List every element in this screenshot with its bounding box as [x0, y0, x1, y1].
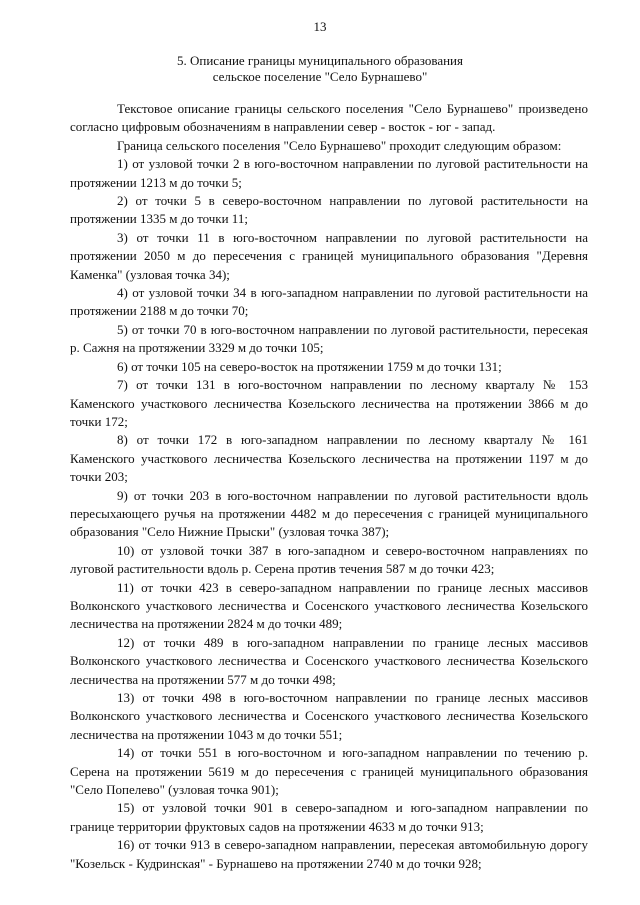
boundary-item-2: 2) от точки 5 в северо-восточном направлении по луговой растительности на протяжении 1335 м до точки 11; — [70, 193, 588, 227]
boundary-item-8: 8) от точки 172 в юго-западном направлении по лесному кварталу № 161 Каменского участкового лесничества Козельского лесничества на протяжении 1197 м до точки 203; — [70, 432, 588, 485]
boundary-item-11: 11) от точки 423 в северо-западном направлении по границе лесных массивов Волконского участкового лесничества и Сосенского участкового лесничества Козельского лесничества на протяжении 2824 м до точки 489; — [70, 579, 588, 632]
boundary-item-10: 10) от узловой точки 387 в юго-западном и северо-восточном направлениях по луговой растительности вдоль р. Серена против течения 587 м до точки 423; — [70, 542, 588, 577]
boundary-item-14: 14) от точки 551 в юго-восточном и юго-западном направлении по течению р. Серена на протяжении 5619 м до пересечения с границей муниципального образования "Село Попелево" (узловая точка 901); — [70, 745, 588, 798]
boundary-description — [70, 100, 588, 873]
intro-paragraph: Текстовое описание границы сельского поселения "Село Бурнашево" произведено согласно цифровым обозначениям в направлении север - восток - юг - запад. — [70, 101, 588, 135]
boundary-item-6: 6) от точки 105 на северо-восток на протяжении 1759 м до точки 131; — [117, 358, 502, 374]
boundary-item-3: 3) от точки 11 в юго-восточном направлении по луговой растительности на протяжении 2050 м до пересечения с границей муниципального образования "Деревня Каменка" (узловая точка 34); — [70, 229, 588, 282]
boundary-item-12: 12) от точки 489 в юго-западном направлении по границе лесных массивов Волконского участкового лесничества и Сосенского участкового лесничества Козельского лесничества на протяжении 577 м до точки 498; — [70, 634, 588, 687]
boundary-item-4: 4) от узловой точки 34 в юго-западном направлении по луговой растительности на протяжении 2188 м до точки 70; — [70, 285, 588, 319]
lead-paragraph: Граница сельского поселения "Село Бурнашево" проходит следующим образом: — [117, 137, 562, 153]
boundary-item-16: 16) от точки 913 в северо-западном направлении, пересекая автомобильную дорогу "Козельск - Кудринская" - Бурнашево на протяжении 2740 м до точки 928; — [70, 837, 588, 871]
page-number: 13 — [313, 19, 327, 34]
boundary-item-9: 9) от точки 203 в юго-восточном направлении по луговой растительности вдоль пересыхающего ручья на протяжении 4482 м до пересечения с границей муниципального образования "Село Нижние Прыски" (узловая точка 387); — [70, 487, 588, 540]
boundary-item-5: 5) от точки 70 в юго-восточном направлении по луговой растительности, пересекая р. Сажня на протяжении 3329 м до точки 105; — [70, 321, 588, 356]
section-title-line-2: сельское поселение "Село Бурнашево" — [212, 69, 428, 84]
section-title — [0, 53, 640, 85]
boundary-item-15: 15) от узловой точки 901 в северо-западном и юго-западном направлении по границе территории фруктовых садов на протяжении 4633 м до точки 913; — [70, 800, 588, 834]
section-title-line-1: 5. Описание границы муниципального образования — [177, 53, 463, 68]
boundary-item-13: 13) от точки 498 в юго-восточном направлении по границе лесных массивов Волконского участкового лесничества и Сосенского участкового лесничества Козельского лесничества на протяжении 1043 м до точки 551; — [70, 690, 588, 742]
boundary-item-1: 1) от узловой точки 2 в юго-восточном направлении по луговой растительности на протяжении 1213 м до точки 5; — [70, 156, 588, 190]
boundary-item-7: 7) от точки 131 в юго-восточном направлении по лесному кварталу № 153 Каменского участкового лесничества Козельского лесничества на протяжении 3866 м до точки 172; — [70, 377, 588, 429]
